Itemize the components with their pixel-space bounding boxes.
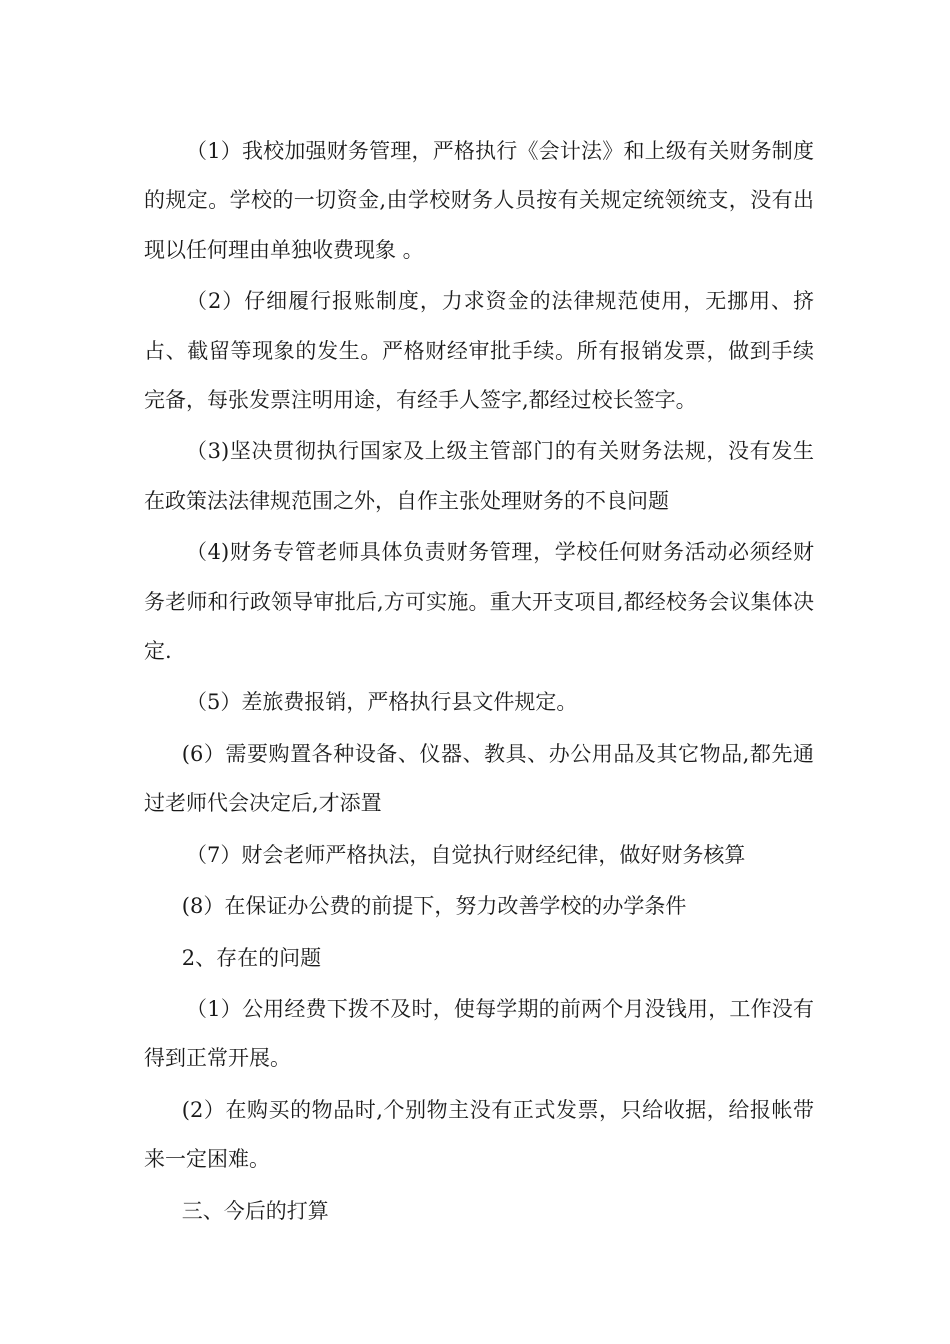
paragraph-office-expenses: (8）在保证办公费的前提下，努力改善学校的办学条件	[181, 894, 687, 919]
paragraph-finance-management: （1）我校加强财务管理，严格执行《会计法》和上级有关财务制度的规定。学校的一切资金,由学校财务人员按有关规定统领统支，没有出现以任何理由单独收费现象 。	[144, 139, 814, 262]
paragraph-receipts: (2）在购买的物品时,个别物主没有正式发票，只给收据，给报帐带来一定困难。	[144, 1097, 814, 1172]
paragraph-accounting: （7）财会老师严格执法，自觉执行财经纪律，做好财务核算	[186, 842, 746, 867]
section-heading-problems: 2、存在的问题	[181, 945, 322, 970]
paragraph-approval: （4)财务专管老师具体负责财务管理，学校任何财务活动必须经财务老师和行政领导审批后,方可实施。重大开支项目,都经校务会议集体决定.	[144, 540, 814, 664]
document-body	[144, 127, 814, 1238]
paragraph-purchasing: (6）需要购置各种设备、仪器、教具、办公用品及其它物品,都先通过老师代会决定后,才添置	[144, 741, 814, 816]
paragraph-funding-delay: （1）公用经费下拨不及时，使每学期的前两个月没钱用，工作没有得到正常开展。	[144, 996, 814, 1071]
paragraph-reimbursement-system: （2）仔细履行报账制度，力求资金的法律规范使用，无挪用、挤占、截留等现象的发生。严格财经审批手续。所有报销发票，做到手续完备，每张发票注明用途，有经手人签字,都经过校长签字。	[144, 289, 814, 413]
paragraph-regulations: （3)坚决贯彻执行国家及上级主管部门的有关财务法规，没有发生在政策法法律规范围之外，自作主张处理财务的不良问题	[144, 439, 814, 513]
paragraph-travel-expenses: （5）差旅费报销，严格执行县文件规定。	[186, 690, 578, 715]
section-heading-future-plans: 三、今后的打算	[181, 1198, 329, 1223]
